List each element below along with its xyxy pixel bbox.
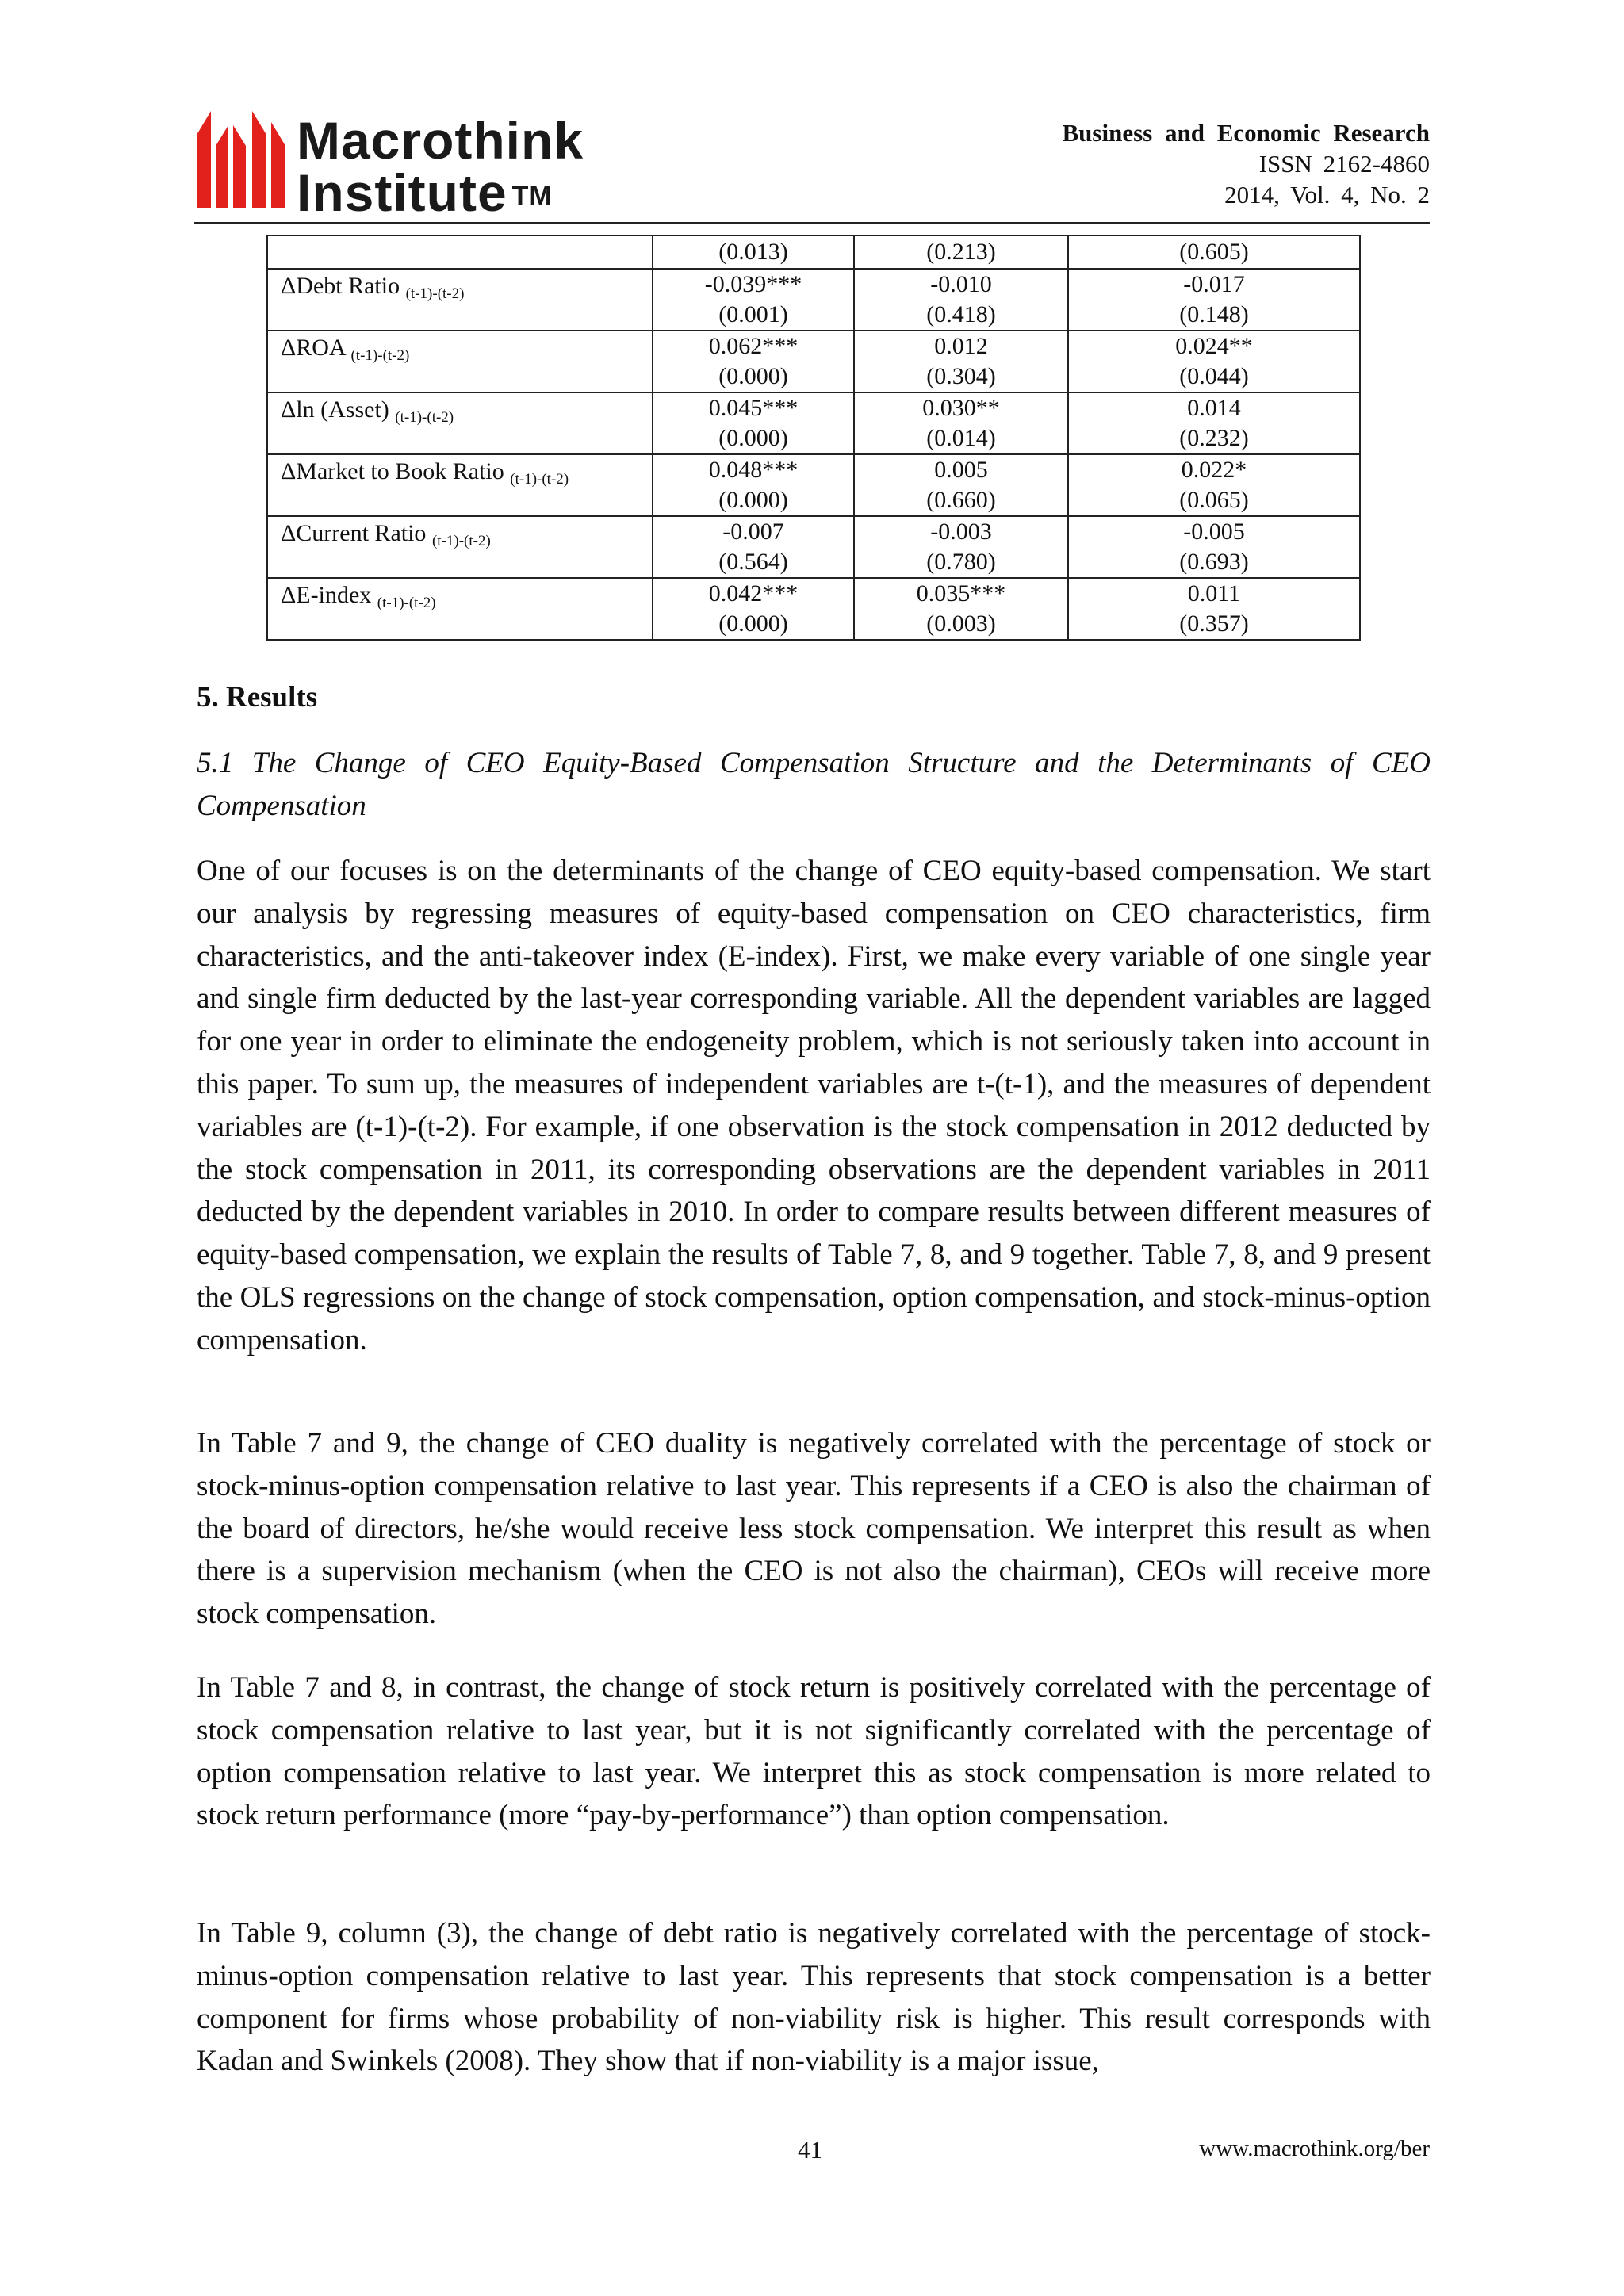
coefficient: -0.017 [1183,271,1245,297]
table-cell [854,516,1068,578]
body-paragraph: In Table 7 and 9, the change of CEO duality is negatively correlated with the percentage of stock or stock-minus-option compensation relative to last year. This represents if a CEO is also the chairman of the board of directors, he/she would receive less stock compensation. We interpret this result as when there is a supervision mechanism (when the CEO is not also the chairman), CEOs will receive more stock compensation. [197,1427,1431,1631]
logo-m-icon [197,111,292,208]
variable-subscript: (t-1)-(t-2) [350,347,410,364]
coefficient: 0.048*** [708,457,799,483]
p-value: (0.001) [718,301,788,327]
table-cell [1068,454,1360,516]
coefficient: -0.003 [930,519,992,545]
table-cell: (0.213) [854,235,1068,269]
table-cell-label [267,516,653,578]
table-cell-label [267,578,653,640]
variable-name: ΔE-index [281,582,372,608]
body-paragraph: In Table 7 and 8, in contrast, the change of stock return is positively correlated with the percentage of stock compensation relative to last year, but it is not significantly correlated with the percentage of option compensation relative to last year. We interpret this as stock compensation is more related to stock return performance (more “pay-by-performance”) than option compensation. [197,1671,1431,1832]
p-value: (0.014) [926,425,996,451]
table-cell [653,516,854,578]
p-value: (0.780) [926,549,996,575]
p-value: (0.065) [1179,487,1249,513]
variable-name: ΔMarket to Book Ratio [281,458,504,484]
variable-subscript: (t-1)-(t-2) [395,409,454,426]
coefficient: 0.012 [934,333,988,359]
table-row [267,235,1360,269]
coefficient: 0.014 [1187,395,1241,421]
table-cell [653,392,854,454]
table-row [267,578,1360,640]
p-value: (0.000) [718,425,788,451]
section-heading: 5. Results [197,681,318,714]
p-value: (0.660) [926,487,996,513]
p-value: (0.000) [718,487,788,513]
table-cell [854,331,1068,392]
table-cell-label [267,269,653,331]
variable-subscript: (t-1)-(t-2) [510,471,569,488]
table-cell: (0.605) [1068,235,1360,269]
table-cell [653,269,854,331]
body-paragraph: In Table 9, column (3), the change of debt ratio is negatively correlated with the percentage of stock-minus-option compensation relative to last year. This represents that stock compensation is a better component for firms whose probability of non-viability risk is higher. This result corresponds with Kadan and Swinkels (2008). They show that if non-viability is a major issue, [197,1917,1431,2078]
p-value: (0.232) [1179,425,1249,451]
logo-wordmark-line2: Institute [297,163,508,222]
table-cell-label [267,454,653,516]
journal-issn: ISSN 2162-4860 [1258,150,1430,178]
table-cell [1068,392,1360,454]
coefficient: 0.005 [934,457,988,483]
website-link[interactable]: www.macrothink.org/ber [1199,2136,1430,2161]
coefficient: 0.045*** [708,395,799,421]
table-cell [1068,516,1360,578]
table-cell-label [267,235,653,269]
table-cell-label [267,392,653,454]
coefficient: -0.010 [930,271,992,297]
body-paragraph: One of our focuses is on the determinants of the change of CEO equity-based compensation. We start our analysis by regressing measures of equity-based compensation on CEO characteristics, firm characteristics, and the anti-takeover index (E-index). First, we make every variable of one single year and single firm deducted by the last-year corresponding variable. All the dependent variables are lagged for one year in order to eliminate the endogeneity problem, which is not seriously taken into account in this paper. To sum up, the measures of independent variables are t-(t-1), and the measures of dependent variables are (t-1)-(t-2). For example, if one observation is the stock compensation in 2012 deducted by the stock compensation in 2011, its corresponding observations are the dependent variables in 2011 deducted by the dependent variables in 2010. In order to compare results between different measures of equity-based compensation, we explain the results of Table 7, 8, and 9 together. Table 7, 8, and 9 present the OLS regressions on the change of stock compensation, option compensation, and stock-minus-option compensation. [197,855,1431,1357]
variable-subscript: (t-1)-(t-2) [431,533,491,549]
p-value: (0.304) [926,363,996,389]
journal-info [1063,117,1431,210]
p-value: (0.044) [1179,363,1249,389]
p-value: (0.148) [1179,301,1249,327]
table-cell [854,269,1068,331]
coefficient: -0.007 [722,519,784,545]
p-value: (0.357) [1179,610,1249,637]
logo-wordmark-line1: Macrothink [297,111,584,170]
variable-name: Δln (Asset) [281,396,389,423]
table-cell [1068,269,1360,331]
variable-name: ΔDebt Ratio [281,273,400,299]
p-value: (0.693) [1179,549,1249,575]
subsection-heading: 5.1 The Change of CEO Equity-Based Compensation Structure and the Determinants of CEO Compensation [197,747,1431,822]
table-cell [653,454,854,516]
logo-trademark: TM [511,181,553,211]
table-cell [1068,331,1360,392]
coefficient: 0.024** [1175,333,1253,359]
p-value: (0.418) [926,301,996,327]
coefficient: 0.035*** [916,580,1006,607]
table-cell [854,454,1068,516]
coefficient: 0.011 [1187,580,1241,607]
variable-subscript: (t-1)-(t-2) [377,595,436,611]
table-row [267,516,1360,578]
table-row [267,269,1360,331]
p-value: (0.000) [718,363,788,389]
table-row [267,392,1360,454]
table-row [267,331,1360,392]
table-cell [854,578,1068,640]
coefficient: -0.039*** [704,271,802,297]
regression-table [266,235,1361,641]
table-cell [653,578,854,640]
publisher-logo [197,111,625,222]
coefficient: 0.030** [922,395,1000,421]
p-value: (0.564) [718,549,788,575]
table-cell [653,331,854,392]
coefficient: -0.005 [1183,519,1245,545]
table-cell [854,392,1068,454]
variable-name: ΔROA [281,335,345,361]
journal-name: Business and Economic Research [1062,119,1430,147]
p-value: (0.003) [926,610,996,637]
p-value: (0.000) [718,610,788,637]
coefficient: 0.042*** [708,580,799,607]
journal-volume: 2014, Vol. 4, No. 2 [1224,181,1430,209]
table-cell: (0.013) [653,235,854,269]
table-cell [1068,578,1360,640]
variable-subscript: (t-1)-(t-2) [405,285,465,302]
table-row [267,454,1360,516]
page-number: 41 [798,2136,822,2164]
variable-name: ΔCurrent Ratio [281,520,427,546]
header-rule [194,222,1430,224]
coefficient: 0.022* [1181,457,1247,483]
coefficient: 0.062*** [708,333,799,359]
table-cell-label [267,331,653,392]
